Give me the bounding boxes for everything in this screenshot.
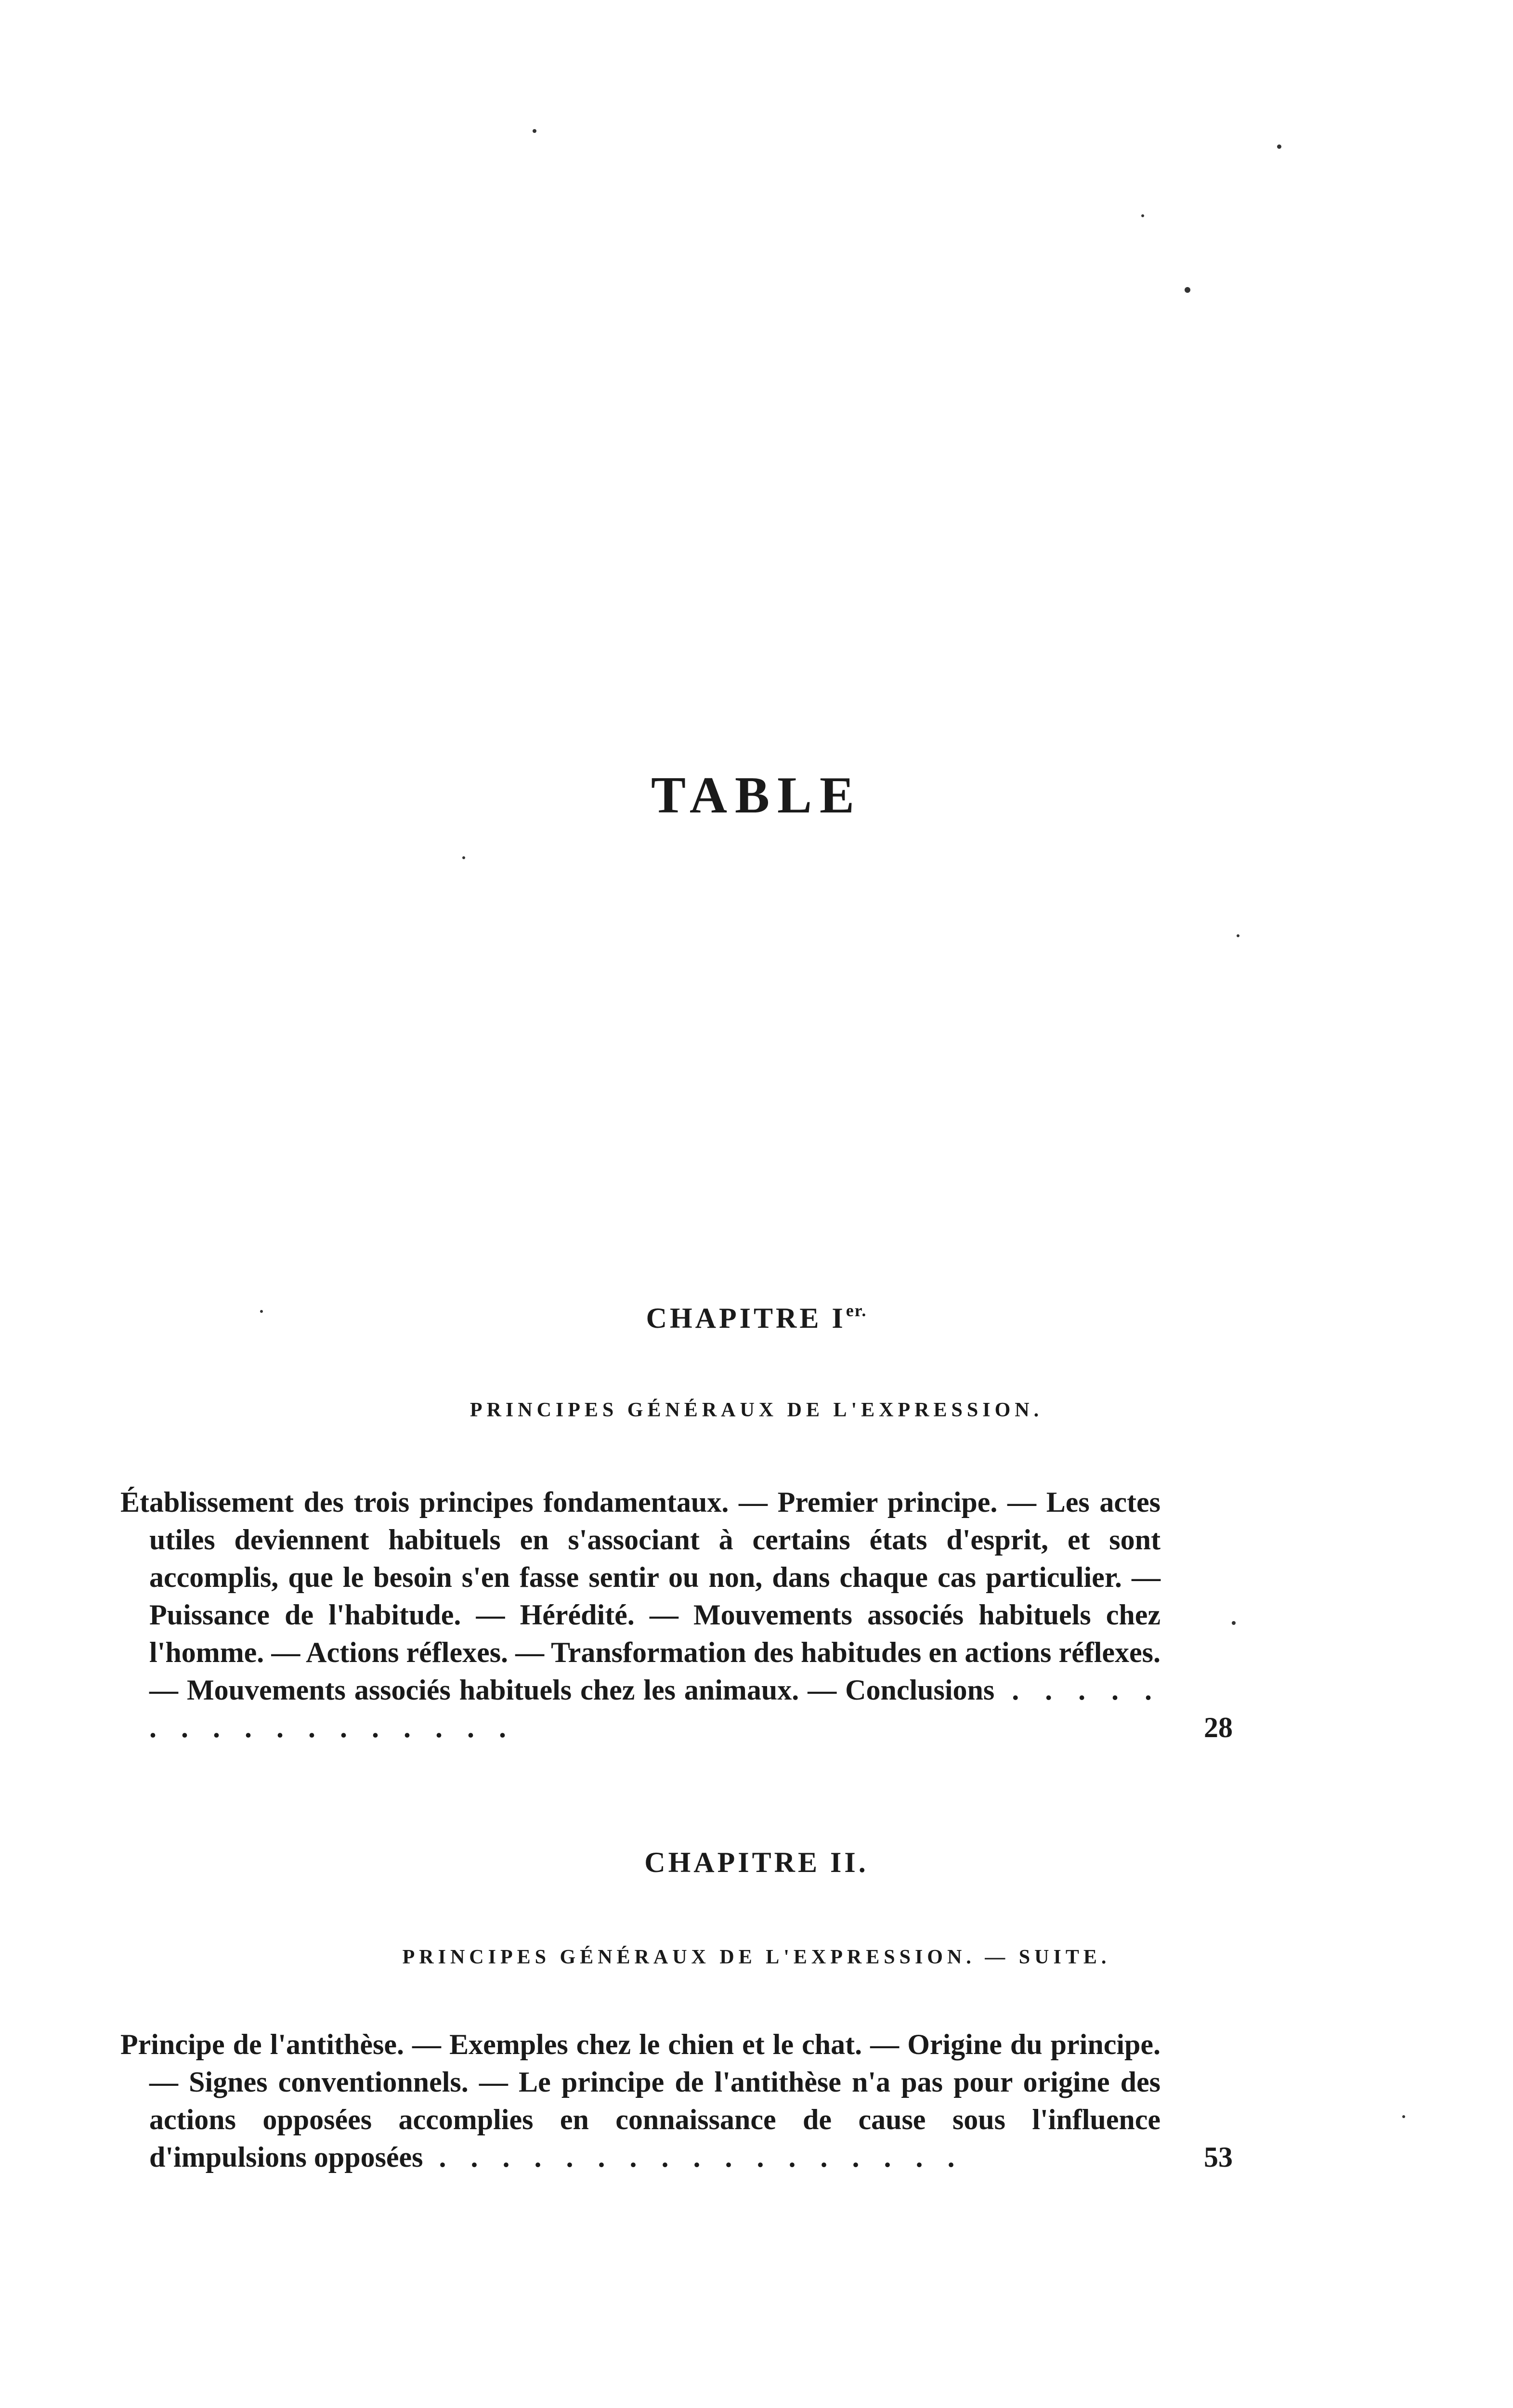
scan-speck: [1141, 214, 1144, 217]
chapter-1-summary: Établissement des trois principes fondamentaux. — Premier principe. — Les actes utiles deviennent habituels en s'associant à certains états d'esprit, et sont accomplis, que le besoin s'en fasse sentir ou non, dans chaque cas particulier. — Puissance de l'habitude. — Hérédité. — Mouvements associés habituels chez l'homme. — Actions réflexes. — Transformation des habitudes en actions réflexes. — Mouvements associés habituels chez les animaux. — Conclusions . . . . . . . . . . . . . . . . . 28: [120, 1483, 1233, 1746]
chapter-2-summary: Principe de l'antithèse. — Exemples chez le chien et le chat. — Origine du principe. — Signes conventionnels. — Le principe de l'antithèse n'a pas pour origine des actions opposées accomplies en connaissance de cause sous l'influence d'impulsions opposées . . . . . . . . . . . . . . . . . 53: [120, 2026, 1233, 2176]
scan-speck: [1185, 287, 1190, 293]
scan-speck: [533, 129, 536, 133]
chapter-1-subtitle: PRINCIPES GÉNÉRAUX DE L'EXPRESSION.: [470, 1399, 1043, 1421]
page-title: TABLE: [651, 767, 862, 824]
scan-speck: [1402, 2115, 1405, 2118]
chapter-heading-sup: er.: [846, 1301, 867, 1320]
scan-speck: [462, 856, 465, 859]
chapter-summary-text: Établissement des trois principes fondamentaux. — Premier principe. — Les actes utiles deviennent habituels en s'associant à certains états d'esprit, et sont accomplis, que le besoin s'en fasse sentir ou non, dans chaque cas particulier. — Puissance de l'habitude. — Hérédité. — Mouvements associés habituels chez l'homme. — Actions réflexes. — Transformation des habitudes en actions réflexes. — Mouvements associés habituels chez les animaux. — Conclusions: [120, 1486, 1161, 1706]
scan-speck: [1277, 144, 1281, 149]
chapter-1-page: 28: [1204, 1712, 1233, 1743]
chapter-2-heading: [0, 1845, 1513, 1879]
chapter-summary-text: Principe de l'antithèse. — Exemples chez le chien et le chat. — Origine du principe. — Signes conventionnels. — Le principe de l'antithèse n'a pas pour origine des actions opposées accomplies en connaissance de cause sous l'influence d'impulsions opposées: [120, 2028, 1161, 2173]
chapter-heading-text: CHAPITRE I: [646, 1302, 846, 1334]
chapter-2-subtitle: PRINCIPES GÉNÉRAUX DE L'EXPRESSION. — SUITE.: [402, 1946, 1111, 1968]
chapter-1-heading: [0, 1300, 1513, 1335]
scan-speck: [1237, 934, 1239, 937]
chapter-heading-text: CHAPITRE II.: [644, 1846, 869, 1878]
chapter-2-page: 53: [1204, 2141, 1233, 2173]
